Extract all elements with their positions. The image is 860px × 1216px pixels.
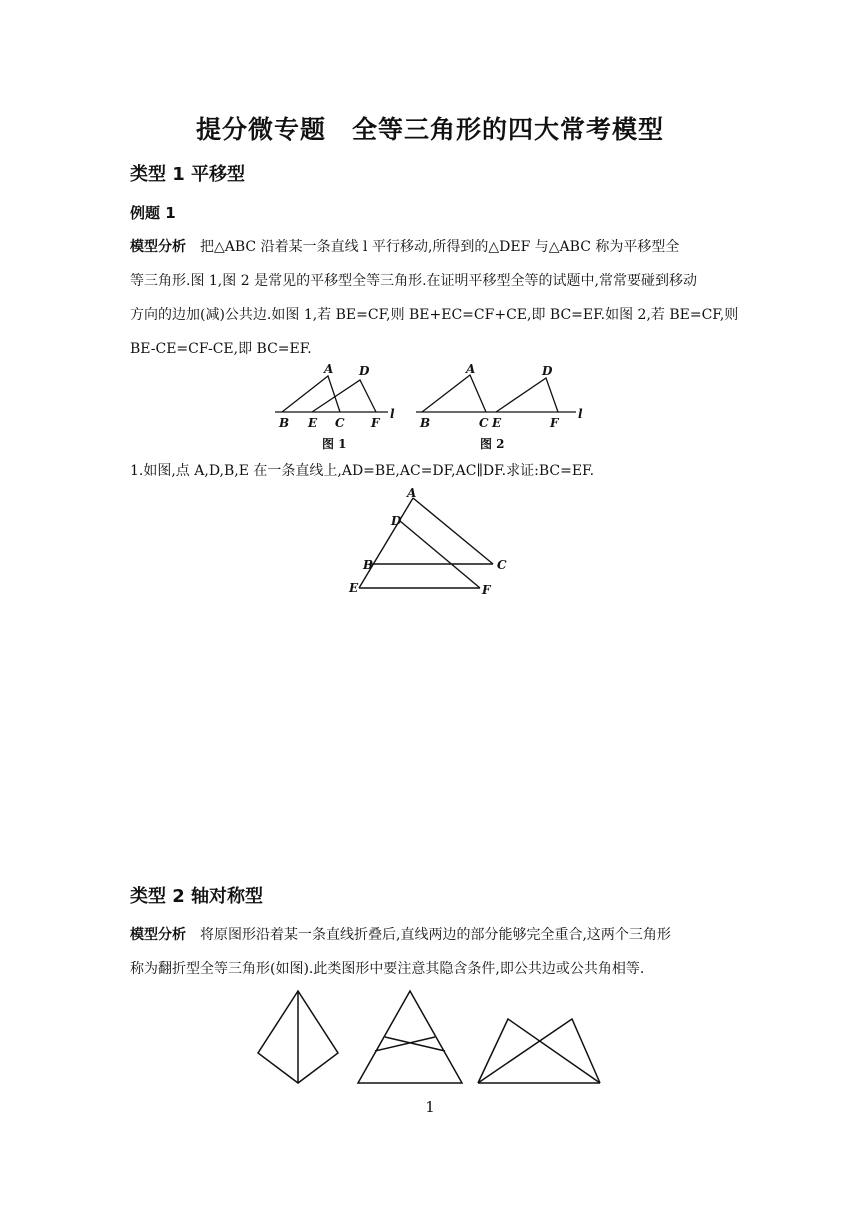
s1-analysis-line-3: 方向的边加(减)公共边.如图 1,若 BE=CF,则 BE+EC=CF+CE,即 BC=EF.如图 2,若 BE=CF,则 <box>130 307 739 323</box>
label-b: B <box>279 416 290 430</box>
label-c: C <box>497 558 507 572</box>
page-number: 1 <box>425 1098 435 1116</box>
label-a: A <box>466 362 476 376</box>
problem-1: 1.如图,点 A,D,B,E 在一条直线上,AD=BE,AC=DF,AC∥DF.求证:BC=EF. <box>130 463 595 479</box>
label-e: E <box>308 416 318 430</box>
triangle-left <box>478 1019 600 1083</box>
s2-analysis-line-1 <box>130 924 671 944</box>
label-c: C <box>335 416 345 430</box>
label-e: E <box>492 416 502 430</box>
label-a: A <box>407 488 417 500</box>
label-c: C <box>479 416 489 430</box>
label-a: A <box>324 362 334 376</box>
label-f: F <box>550 416 559 430</box>
segment-df <box>400 521 480 588</box>
label-d: D <box>542 364 553 378</box>
example-label: 例题 1 <box>130 204 176 222</box>
figure-3 <box>345 488 520 598</box>
triangle-abc <box>282 376 340 412</box>
label-l: l <box>390 407 395 421</box>
fold-figures <box>250 985 610 1090</box>
label-b: B <box>363 558 374 572</box>
fig2-caption: 图 2 <box>480 437 505 451</box>
label-f: F <box>371 416 380 430</box>
section2-heading: 类型 2 轴对称型 <box>130 886 264 907</box>
line-adbe <box>359 498 413 588</box>
label-d: D <box>359 364 370 378</box>
cross-segment-2 <box>375 1037 435 1051</box>
label-d: D <box>391 514 402 528</box>
triangle-def <box>312 380 376 412</box>
triangle-right <box>478 1019 600 1083</box>
s1-analysis-line-4: BE-CE=CF-CE,即 BC=EF. <box>130 341 312 357</box>
fig1-caption: 图 1 <box>322 437 347 451</box>
label-l: l <box>578 407 583 421</box>
segment-ac <box>413 498 493 564</box>
s2-analysis-line-2: 称为翻折型全等三角形(如图).此类图形中要注意其隐含条件,即公共边或公共角相等. <box>130 961 645 977</box>
cross-segment-1 <box>385 1037 445 1051</box>
analysis-text-1: 把△ABC 沿着某一条直线 l 平行移动,所得到的△DEF 与△ABC 称为平移型全 <box>200 239 680 255</box>
s1-analysis-line-2: 等三角形.图 1,图 2 是常见的平移型全等三角形.在证明平移型全等的试题中,常常要碰到移动 <box>130 273 697 289</box>
label-e: E <box>349 581 359 595</box>
label-f: F <box>482 583 491 597</box>
analysis-text-1: 将原图形沿着某一条直线折叠后,直线两边的部分能够完全重合,这两个三角形 <box>200 927 671 943</box>
folded-triangle <box>358 991 462 1083</box>
section1-heading: 类型 1 平移型 <box>130 164 246 185</box>
label-b: B <box>420 416 431 430</box>
page-title: 提分微专题 全等三角形的四大常考模型 <box>195 115 664 144</box>
analysis-tag: 模型分析 <box>130 927 186 943</box>
figure-2 <box>412 360 592 456</box>
triangle-abc <box>422 375 486 412</box>
s1-analysis-line-1 <box>130 236 679 256</box>
analysis-tag: 模型分析 <box>130 239 186 255</box>
figure-1 <box>270 360 410 456</box>
triangle-def <box>496 378 558 412</box>
